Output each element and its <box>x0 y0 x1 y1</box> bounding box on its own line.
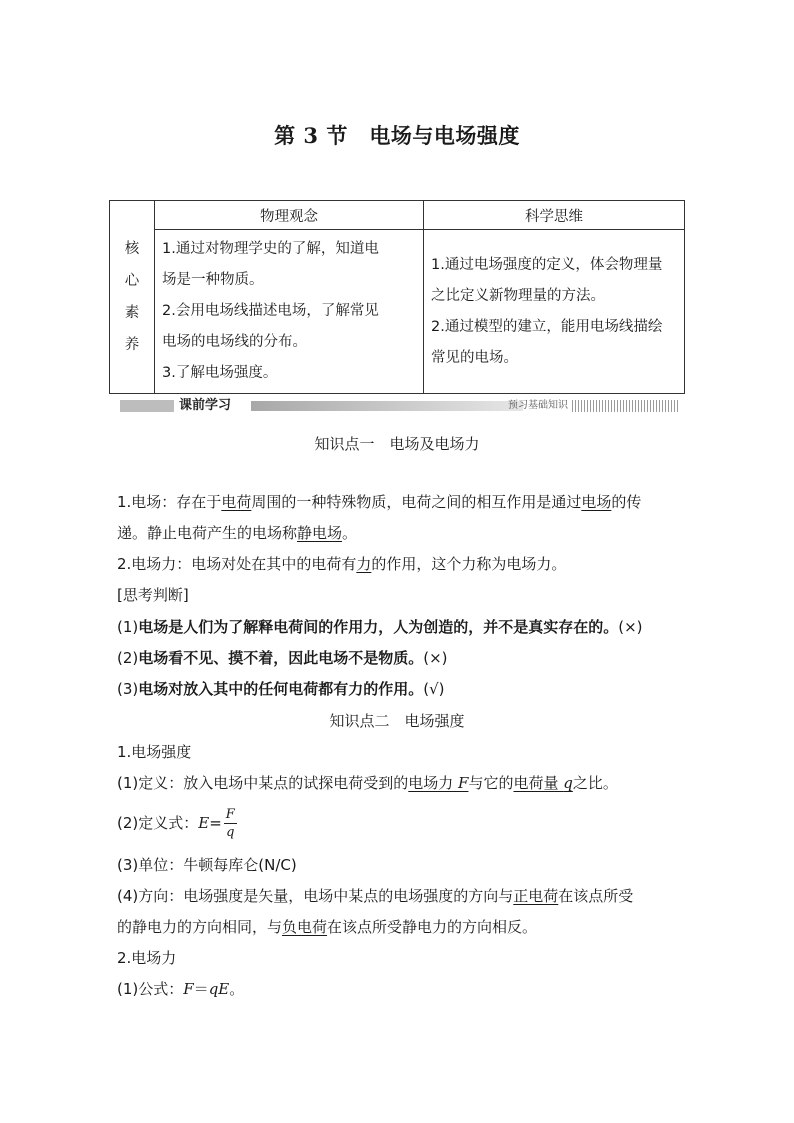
page-title: 第 3 节 电场与电场强度 <box>274 123 520 148</box>
variable: E <box>218 980 230 998</box>
text: ＝ <box>193 980 209 998</box>
text: (1)公式： <box>117 980 184 998</box>
answer-blank: 负电荷 <box>282 918 328 936</box>
text: 1.电场：存在于 <box>117 493 222 511</box>
answer-blank <box>513 774 572 792</box>
variable: q <box>563 774 573 792</box>
fraction-F-over-q <box>224 806 237 841</box>
pre-class-banner <box>120 397 679 415</box>
denominator: q <box>226 825 235 840</box>
answer-mark: (×) <box>618 618 643 636</box>
side-char: 心 <box>124 273 140 289</box>
judgement-1 <box>117 617 643 637</box>
paragraph-electric-force <box>117 554 566 574</box>
numerator: F <box>225 807 235 822</box>
scientific-thinking-header: 科学思维 <box>424 201 685 230</box>
judgement-3 <box>117 679 445 699</box>
side-char: 素 <box>124 305 140 321</box>
banner-gradient-bar <box>251 401 523 411</box>
physics-concept-header: 物理观念 <box>155 201 424 230</box>
variable: E <box>198 814 210 832</box>
force-formula-line <box>117 979 244 999</box>
text: 电场是人们为了解释电荷间的作用力，人为创造的，并不是真实存在的。 <box>138 618 619 636</box>
cell-line: 3.了解电场强度。 <box>162 365 278 381</box>
physics-concept-cell <box>155 230 424 394</box>
text: (4)方向：电场强度是矢量，电场中某点的电场强度的方向与 <box>117 887 514 905</box>
text: 电荷量 <box>513 774 564 792</box>
text: 在该点所受静电力的方向相反。 <box>327 918 538 936</box>
text: (1) <box>117 618 139 636</box>
answer-mark: (×) <box>423 649 448 667</box>
variable: q <box>208 980 219 998</box>
side-char: 养 <box>124 337 140 353</box>
text: = <box>209 814 222 832</box>
text: 与它的 <box>468 774 514 792</box>
text: 2.电场力：电场对处在其中的电荷有 <box>117 555 357 573</box>
text: 。 <box>229 980 245 998</box>
text: 的传 <box>611 493 642 511</box>
text: 的作用，这个力称为电场力。 <box>371 555 567 573</box>
scientific-thinking-cell <box>424 230 685 394</box>
cell-line: 电场的电场线的分布。 <box>162 334 307 350</box>
banner-sublabel: 预习基础知识 <box>508 400 568 411</box>
banner-stripes <box>572 400 679 412</box>
core-literacy-label <box>110 201 155 394</box>
text: 电场看不见、摸不着，因此电场不是物质。 <box>138 649 424 667</box>
cell-line: 1.通过对物理学史的了解，知道电 <box>162 241 379 257</box>
section-heading-1: 知识点一 电场及电场力 <box>314 435 480 453</box>
text: (1)定义：放入电场中某点的试探电荷受到的 <box>117 774 409 792</box>
subheading-electric-force: 2.电场力 <box>117 949 177 967</box>
text: 电场对放入其中的任何电荷都有力的作用。 <box>138 680 424 698</box>
cell-line: 1.通过电场强度的定义，体会物理量 <box>431 256 663 273</box>
text: 周围的一种特殊物质，电荷之间的相互作用是通过 <box>251 493 582 511</box>
answer-blank: 电荷 <box>221 493 252 511</box>
text: (2) <box>117 649 139 667</box>
judgement-2 <box>117 648 448 668</box>
text: 。 <box>342 524 358 542</box>
answer-blank: 静电场 <box>297 524 343 542</box>
text: 递。静止电荷产生的电场称 <box>117 524 298 542</box>
variable: F <box>183 980 194 998</box>
cell-line: 常见的电场。 <box>431 349 518 366</box>
banner-grey-block <box>120 400 174 412</box>
variable: F <box>458 774 469 792</box>
subheading-field-strength: 1.电场强度 <box>117 743 192 761</box>
answer-blank <box>408 774 468 792</box>
text: (2)定义式： <box>117 814 199 832</box>
direction-line <box>117 886 633 906</box>
side-char: 核 <box>124 241 140 257</box>
text: (3) <box>117 680 139 698</box>
formula-line <box>117 805 237 841</box>
text: 之比。 <box>572 774 618 792</box>
direction-line-cont <box>117 917 537 937</box>
answer-blank: 正电荷 <box>513 887 559 905</box>
banner-label: 课前学习 <box>179 398 232 413</box>
paragraph-electric-field-cont <box>117 523 357 543</box>
cell-line: 场是一种物质。 <box>162 272 264 288</box>
answer-mark: (√) <box>423 680 445 698</box>
cell-line: 之比定义新物理量的方法。 <box>431 287 605 304</box>
think-judge-label: [思考判断] <box>117 586 189 604</box>
cell-line: 2.会用电场线描述电场，了解常见 <box>162 303 379 319</box>
answer-blank: 电场 <box>581 493 612 511</box>
cell-line: 2.通过模型的建立，能用电场线描绘 <box>431 318 663 335</box>
answer-blank: 力 <box>356 555 372 573</box>
core-literacy-table <box>109 200 685 394</box>
paragraph-electric-field <box>117 492 641 512</box>
unit-line: (3)单位：牛顿每库仑(N/C) <box>117 856 297 874</box>
text: 电场力 <box>408 774 459 792</box>
section-heading-2: 知识点二 电场强度 <box>329 712 465 730</box>
definition-line <box>117 773 618 793</box>
text: 的静电力的方向相同，与 <box>117 918 283 936</box>
text: 在该点所受 <box>558 887 634 905</box>
